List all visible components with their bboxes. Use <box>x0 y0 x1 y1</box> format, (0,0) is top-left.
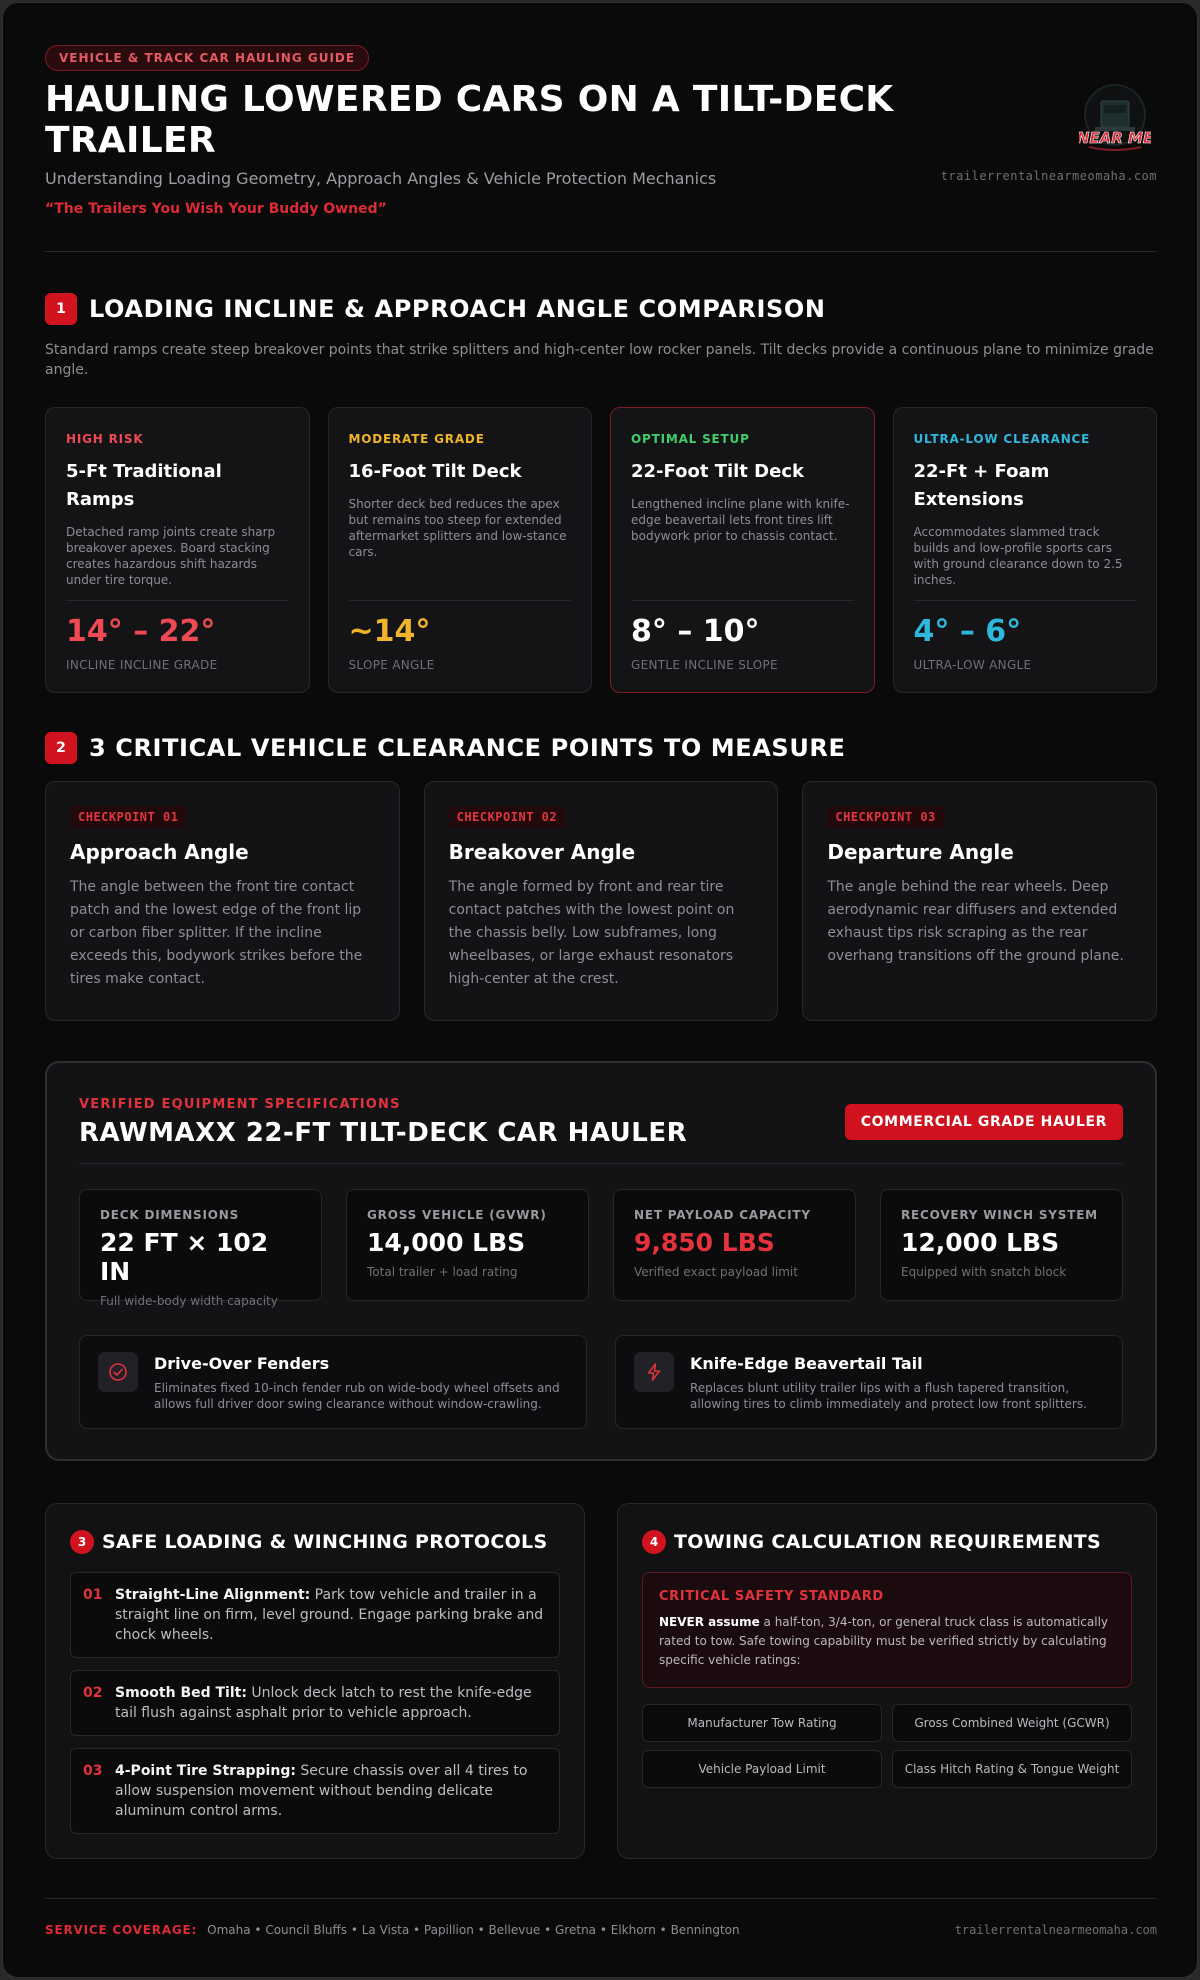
step-number: 01 <box>83 1587 103 1603</box>
card-divider <box>66 600 289 601</box>
header-divider <box>45 251 1157 252</box>
critical-safety-callout <box>642 1572 1132 1688</box>
panel-heading <box>70 1530 547 1554</box>
checkpoint-description: The angle formed by front and rear tire contact patches with the lowest point on the chassis belly. Low subframes, long wheelbases, or large exhaust resonators high-center at the crest. <box>448 879 735 987</box>
angle-caption: SLOPE ANGLE <box>348 658 435 672</box>
step-number: 03 <box>83 1763 103 1779</box>
checkpoint-card-departure <box>802 781 1157 1021</box>
card-description: Lengthened incline plane with knife-edge beavertail lets front tires lift bodywork prior to chassis contact. <box>631 497 850 543</box>
section1-heading <box>45 293 826 325</box>
angle-card-high-risk <box>45 407 310 693</box>
section2-heading <box>45 732 845 764</box>
card-description: Accommodates slammed track builds and low-profile sports cars with ground clearance down to 2.5 inches. <box>913 525 1123 587</box>
brand-logo <box>1079 81 1151 159</box>
checkpoint-tag: CHECKPOINT 03 <box>827 806 943 828</box>
protocol-step <box>70 1748 560 1834</box>
loading-protocols-panel <box>45 1503 585 1859</box>
step-body: Unlock deck latch to rest the knife-edge tail flush against asphalt prior to vehicle approach. <box>115 1685 532 1721</box>
stat-note: Equipped with snatch block <box>901 1265 1067 1279</box>
risk-label: MODERATE GRADE <box>348 432 485 446</box>
stat-value: 14,000 LBS <box>367 1228 526 1257</box>
critical-body: a half-ton, 3/4-ton, or general truck class is automatically rated to tow. Safe towing capability must be verified strictly by calculating specific vehicle ratings: <box>659 1615 1109 1667</box>
page-subtitle: Understanding Loading Geometry, Approach Angles & Vehicle Protection Mechanics <box>45 169 717 188</box>
stat-note: Full wide-body width capacity <box>100 1294 278 1308</box>
step-heading: Smooth Bed Tilt: <box>115 1685 247 1701</box>
check-circle-icon <box>98 1352 138 1392</box>
service-coverage-label: SERVICE COVERAGE: <box>45 1923 198 1937</box>
protocol-step <box>70 1572 560 1658</box>
stat-value: 12,000 LBS <box>901 1228 1060 1257</box>
risk-label: ULTRA-LOW CLEARANCE <box>913 432 1091 446</box>
card-title: 16-Foot Tilt Deck <box>348 461 522 482</box>
card-divider <box>631 600 854 601</box>
checkpoint-tag: CHECKPOINT 02 <box>449 806 565 828</box>
stat-note: Total trailer + load rating <box>367 1265 518 1279</box>
section-description: Standard ramps create steep breakover points that strike splitters and high-center low rocker panels. Tilt decks provide a continuous plane to minimize grade angle. <box>45 342 1154 378</box>
angle-caption: GENTLE INCLINE SLOPE <box>631 658 778 672</box>
critical-text <box>659 1613 1115 1670</box>
card-title: 22-Foot Tilt Deck <box>631 461 804 482</box>
angle-card-optimal <box>610 407 875 693</box>
step-heading: 4-Point Tire Strapping: <box>115 1763 296 1779</box>
stat-label: NET PAYLOAD CAPACITY <box>634 1208 811 1222</box>
service-areas: Omaha • Council Bluffs • La Vista • Papillion • Bellevue • Gretna • Elkhorn • Bennington <box>207 1923 740 1937</box>
stat-winch <box>880 1189 1123 1301</box>
section-number-badge: 3 <box>70 1530 94 1554</box>
card-description: Shorter deck bed reduces the apex but remains too steep for extended aftermarket splitters and low-stance cars. <box>348 497 567 559</box>
site-url[interactable]: trailerrentalnearmeomaha.com <box>940 169 1157 183</box>
requirement-chip: Vehicle Payload Limit <box>642 1750 882 1788</box>
critical-emphasis: NEVER assume <box>659 1615 760 1629</box>
section-title: LOADING INCLINE & APPROACH ANGLE COMPARISON <box>89 295 826 323</box>
risk-label: OPTIMAL SETUP <box>631 432 750 446</box>
stat-value: 9,850 LBS <box>634 1228 775 1257</box>
section-number-badge: 2 <box>45 732 77 764</box>
angle-value: 4° – 6° <box>913 614 1022 649</box>
step-body: Secure chassis over all 4 tires to allow suspension movement without bending delicate aluminum control arms. <box>115 1763 528 1819</box>
feature-description: Eliminates fixed 10-inch fender rub on wide-body wheel offsets and allows full driver door swing clearance without window-crawling. <box>154 1381 560 1411</box>
step-heading: Straight-Line Alignment: <box>115 1587 311 1603</box>
stat-value: 22 FT × 102 IN <box>100 1228 269 1286</box>
spec-title: RAWMAXX 22-FT TILT-DECK CAR HAULER <box>79 1118 688 1148</box>
checkpoint-title: Approach Angle <box>70 840 249 864</box>
card-divider <box>914 600 1137 601</box>
step-text <box>115 1761 547 1821</box>
feature-title: Knife-Edge Beavertail Tail <box>690 1354 923 1373</box>
panel-title: SAFE LOADING & WINCHING PROTOCOLS <box>102 1531 548 1553</box>
equipment-spec-panel <box>45 1061 1157 1461</box>
angle-card-ultra-low <box>893 407 1158 693</box>
guide-badge: VEHICLE & TRACK CAR HAULING GUIDE <box>45 45 369 71</box>
critical-title: CRITICAL SAFETY STANDARD <box>659 1589 884 1604</box>
checkpoint-card-approach <box>45 781 400 1021</box>
page-title: HAULING LOWERED CARS ON A TILT-DECK TRAILER <box>45 79 894 161</box>
risk-label: HIGH RISK <box>66 432 144 446</box>
step-text <box>115 1683 547 1723</box>
stat-note: Verified exact payload limit <box>634 1265 798 1279</box>
footer <box>45 1923 1157 1937</box>
stat-gvwr <box>346 1189 589 1301</box>
stat-label: GROSS VEHICLE (GVWR) <box>367 1208 547 1222</box>
footer-divider <box>45 1898 1157 1899</box>
checkpoint-tag: CHECKPOINT 01 <box>70 806 186 828</box>
feature-beavertail <box>615 1335 1123 1429</box>
checkpoint-card-breakover <box>424 781 779 1021</box>
step-text <box>115 1585 547 1645</box>
feature-row <box>79 1335 1123 1429</box>
svg-text:NEAR ME: NEAR ME <box>1079 129 1151 147</box>
angle-value: 8° – 10° <box>631 614 760 649</box>
spec-stats <box>79 1189 1123 1308</box>
panel-heading <box>642 1530 1101 1554</box>
page-frame <box>2 2 1198 1978</box>
section-title: 3 CRITICAL VEHICLE CLEARANCE POINTS TO MEASURE <box>89 734 846 762</box>
spec-divider <box>79 1163 1123 1164</box>
checkpoint-title: Breakover Angle <box>448 840 636 864</box>
step-body: Park tow vehicle and trailer in a straight line on firm, level ground. Engage parking brake and chock wheels. <box>115 1587 544 1643</box>
feature-title: Drive-Over Fenders <box>154 1354 330 1373</box>
stat-payload <box>613 1189 856 1301</box>
checkpoint-cards <box>45 781 1157 1021</box>
tagline: “The Trailers You Wish Your Buddy Owned” <box>45 201 387 217</box>
feature-description: Replaces blunt utility trailer lips with a flush tapered transition, allowing tires to climb immediately and protect low front splitters. <box>690 1381 1087 1411</box>
requirement-chip: Class Hitch Rating & Tongue Weight <box>892 1750 1132 1788</box>
panel-title: TOWING CALCULATION REQUIREMENTS <box>674 1531 1102 1553</box>
lightning-bolt-icon <box>634 1352 674 1392</box>
card-title: 22-Ft + Foam Extensions <box>913 461 1050 510</box>
feature-drive-over-fenders <box>79 1335 587 1429</box>
card-title: 5-Ft Traditional Ramps <box>66 461 222 510</box>
angle-caption: INCLINE INCLINE GRADE <box>66 658 218 672</box>
commercial-grade-badge: COMMERCIAL GRADE HAULER <box>845 1104 1123 1140</box>
footer-url[interactable]: trailerrentalnearmeomaha.com <box>954 1923 1157 1937</box>
stat-deck-dimensions <box>79 1189 322 1308</box>
angle-caption: ULTRA-LOW ANGLE <box>913 658 1032 672</box>
step-number: 02 <box>83 1685 103 1701</box>
requirement-chip: Gross Combined Weight (GCWR) <box>892 1704 1132 1742</box>
protocol-step <box>70 1670 560 1736</box>
spec-kicker: VERIFIED EQUIPMENT SPECIFICATIONS <box>79 1097 401 1112</box>
card-description: Detached ramp joints create sharp breakover apexes. Board stacking creates hazardous shift hazards under tire torque. <box>66 525 276 587</box>
section-number-badge: 1 <box>45 293 77 325</box>
card-divider <box>349 600 572 601</box>
angle-card-moderate <box>328 407 593 693</box>
stat-label: RECOVERY WINCH SYSTEM <box>901 1208 1098 1222</box>
towing-requirements-panel <box>617 1503 1157 1859</box>
checkpoint-description: The angle between the front tire contact patch and the lowest edge of the front lip or carbon fiber splitter. If the incline exceeds this, bodywork strikes before the tires make contact. <box>70 879 363 987</box>
requirement-grid <box>642 1704 1132 1788</box>
checkpoint-description: The angle behind the rear wheels. Deep aerodynamic rear diffusers and extended exhaust tips risk scraping as the rear overhang transitions off the ground plane. <box>827 879 1124 964</box>
requirement-chip: Manufacturer Tow Rating <box>642 1704 882 1742</box>
angle-value: 14° – 22° <box>66 614 216 649</box>
stat-label: DECK DIMENSIONS <box>100 1208 240 1222</box>
checkpoint-title: Departure Angle <box>827 840 1014 864</box>
section-number-badge: 4 <box>642 1530 666 1554</box>
angle-comparison-cards <box>45 407 1157 693</box>
angle-value: ~14° <box>348 614 431 649</box>
